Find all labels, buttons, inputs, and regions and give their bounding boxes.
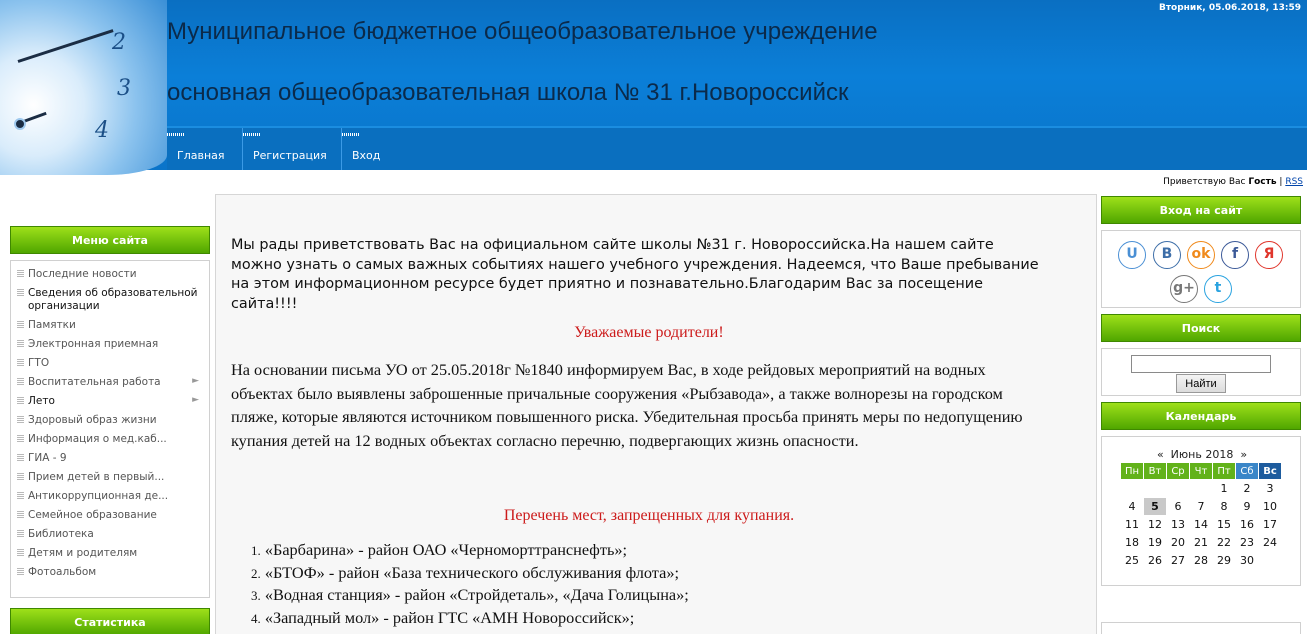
right-sidebar [1101,196,1301,586]
calendar-day[interactable]: 15 [1217,518,1231,531]
list-item [251,607,1071,630]
menu-item-label: ГИА - 9 [28,452,67,464]
menu-item-label: ГТО [28,357,50,369]
twitter-icon[interactable] [1204,275,1232,303]
menu-item-label: Детям и родителям [28,547,138,559]
menu-item-label: Электронная приемная [28,338,159,350]
calendar-day[interactable]: 18 [1125,536,1139,549]
calendar-day[interactable]: 5 [1144,498,1166,515]
calendar-day[interactable]: 20 [1171,536,1185,549]
list-item-text: «Барбарина» - район ОАО «Черноморттранснефть»; [264,540,628,559]
calendar-day[interactable]: 4 [1128,500,1136,513]
google-plus-icon[interactable] [1170,275,1198,303]
calendar-weekday: Пт [1213,463,1235,479]
current-datetime: Вторник, 05.06.2018, 13:59 [1158,3,1301,13]
clock-number: 3 [117,76,131,101]
calendar-day[interactable]: 12 [1148,518,1162,531]
right-sidebar-next-box [1101,622,1301,634]
calendar-day[interactable]: 23 [1240,536,1254,549]
login-box-title: Вход на сайт [1101,196,1301,224]
calendar-weekdays [1121,463,1281,479]
welcome-text: Мы рады приветствовать Вас на официальном сайте школы №31 г. Новороссийска.На нашем сайте можно узнать о самых важных событиях нашего учебного учреждения. Надеемся, что Ваше пребывание на этом информационном ресурсе будет приятно и познавательно.Благодарим Вас за посещение сайта!!!! [231,237,1039,312]
rss-link[interactable]: RSS [1285,177,1303,187]
calendar-day[interactable]: 24 [1263,536,1277,549]
parents-heading: Уважаемые родители! [574,324,724,341]
calendar-day [1121,480,1143,497]
calendar-day [1167,480,1189,497]
yandex-icon[interactable] [1255,241,1283,269]
menu-item-label: Семейное образование [28,509,157,521]
calendar-week [1121,498,1281,515]
menu-item-label: Библиотека [28,528,94,540]
menu-item-kids-parents[interactable] [11,544,209,563]
calendar-weekday: Сб [1236,463,1258,479]
search-button[interactable]: Найти [1176,374,1226,393]
menu-item-summer[interactable] [11,392,209,411]
menu-item-library[interactable] [11,525,209,544]
social-glyph: B [1161,246,1173,262]
left-sidebar [10,226,210,598]
nav-register-link[interactable]: Регистрация [242,128,337,170]
social-glyph: Я [1263,246,1275,262]
calendar-grid [1120,462,1282,570]
clock-hand [18,29,114,63]
list-item [251,584,1071,607]
calendar-day[interactable]: 17 [1263,518,1277,531]
vk-icon[interactable] [1153,241,1181,269]
menu-item-family-education[interactable] [11,506,209,525]
site-menu [10,260,210,598]
calendar-day[interactable]: 29 [1217,554,1231,567]
greeting-separator: | [1279,177,1283,187]
facebook-icon[interactable] [1221,241,1249,269]
menu-item-label: Антикоррупционная де... [28,490,169,502]
calendar-week [1121,516,1281,533]
calendar-day[interactable]: 28 [1194,554,1208,567]
calendar-day[interactable]: 30 [1240,554,1254,567]
calendar-day[interactable]: 8 [1220,500,1228,513]
list-item-number: 4. [251,610,261,626]
clock-center [14,118,26,130]
menu-item-label: Сведения об образовательной организации [28,287,198,312]
calendar-day[interactable]: 10 [1263,500,1277,513]
calendar-weekday: Вс [1259,463,1281,479]
calendar-weekday: Чт [1190,463,1212,479]
calendar-day [1190,480,1212,497]
menu-item-photo-album[interactable] [11,563,209,582]
calendar-weekday: Вт [1144,463,1166,479]
calendar-day[interactable]: 14 [1194,518,1208,531]
calendar-day[interactable]: 7 [1197,500,1205,513]
calendar-day[interactable]: 27 [1171,554,1185,567]
list-item-number: 2. [251,565,261,581]
calendar-day[interactable]: 25 [1125,554,1139,567]
greeting-bar [1163,177,1303,187]
clock-number: 4 [95,118,109,143]
site-title-line2: основная общеобразовательная школа № 31 г.Новороссийск [167,79,849,106]
menu-item-org-info[interactable] [11,284,209,316]
search-box [1101,348,1301,396]
submenu-arrow-icon: ► [192,376,199,386]
greeting-prefix: Приветствую Вас [1163,177,1246,187]
menu-item-label: Фотоальбом [28,566,97,578]
menu-item-label: Прием детей в первый... [28,471,165,483]
calendar-prev-link[interactable]: « [1156,448,1164,461]
menu-item-healthy-life[interactable] [11,411,209,430]
nav-login-link[interactable]: Вход [341,128,390,170]
site-menu-title: Меню сайта [10,226,210,254]
menu-item-education-work[interactable] [11,373,209,392]
calendar-day[interactable]: 21 [1194,536,1208,549]
menu-item-label: Памятки [28,319,76,331]
site-title-line1: Муниципальное бюджетное общеобразовательное учреждение [167,18,878,45]
calendar-day[interactable]: 3 [1266,482,1274,495]
social-glyph: ok [1191,246,1211,262]
calendar-day [1144,480,1166,497]
menu-item-anticorruption[interactable] [11,487,209,506]
search-box-title: Поиск [1101,314,1301,342]
menu-item-news[interactable] [11,265,209,284]
calendar-day[interactable]: 6 [1174,500,1182,513]
calendar-day[interactable]: 1 [1220,482,1228,495]
social-login-box [1101,230,1301,308]
menu-item-label: Здоровый образ жизни [28,414,157,426]
menu-item-gto[interactable] [11,354,209,373]
calendar-box [1101,436,1301,586]
nav-home-link[interactable]: Главная [167,128,235,170]
menu-item-label: Лето [28,395,55,407]
statistics-title: Статистика [10,608,210,634]
calendar-month-nav [1102,448,1302,461]
menu-item-medical[interactable] [11,430,209,449]
list-item-number: 1. [251,543,261,558]
menu-item-label: Информация о мед.каб... [28,433,167,445]
forbidden-places-heading: Перечень мест, запрещенных для купания. [503,507,795,524]
social-glyph: g+ [1173,280,1195,296]
calendar-day[interactable]: 11 [1125,518,1139,531]
menu-item-e-reception[interactable] [11,335,209,354]
social-glyph: f [1231,246,1239,262]
calendar-day[interactable]: 16 [1240,518,1254,531]
odnoklassniki-icon[interactable] [1187,241,1215,269]
calendar-week [1121,534,1281,551]
social-glyph: U [1126,246,1138,262]
top-menu-bar [167,126,1307,170]
calendar-day[interactable]: 19 [1148,536,1162,549]
header [0,0,1307,170]
social-glyph: t [1214,280,1222,296]
calendar-week [1121,480,1281,497]
list-item-text: «Западный мол» - район ГТС «АМН Новороссийск»; [264,607,635,627]
menu-item-gia[interactable] [11,449,209,468]
calendar-day [1259,552,1281,569]
search-input[interactable] [1131,355,1271,373]
ucoz-icon[interactable] [1118,241,1146,269]
calendar-day[interactable]: 26 [1148,554,1162,567]
menu-item-admission[interactable] [11,468,209,487]
calendar-title: Календарь [1101,402,1301,430]
list-item-text: «Водная станция» - район «Стройдеталь», «Дача Голицына»; [264,585,689,604]
list-item-number: 3. [251,588,261,603]
clock-logo-image [0,0,167,175]
calendar-day[interactable]: 9 [1243,500,1251,513]
calendar-day[interactable]: 2 [1243,482,1251,495]
calendar-weekday: Пн [1121,463,1143,479]
calendar-day[interactable]: 13 [1171,518,1185,531]
calendar-week [1121,552,1281,569]
menu-item-label: Воспитательная работа [28,376,161,388]
submenu-arrow-icon: ► [192,395,199,405]
calendar-day[interactable]: 22 [1217,536,1231,549]
calendar-month-label: Июнь 2018 [1170,448,1234,461]
list-item [251,539,1071,562]
forbidden-places-list [251,539,1071,629]
main-content [215,194,1097,634]
calendar-weekday: Ср [1167,463,1189,479]
clock-number: 2 [112,30,126,55]
calendar-days [1121,480,1281,569]
menu-item-label: Последние новости [28,268,137,280]
menu-item-memos[interactable] [11,316,209,335]
list-item-text: «БТОФ» - район «База технического обслуживания флота»; [264,562,679,582]
calendar-next-link[interactable]: » [1240,448,1248,461]
notice-text: На основании письма УО от 25.05.2018г №1840 информируем Вас, в ходе рейдовых мероприятий на водных объектах было выявлены заброшенные причальные сооружения «Рыбзавода», а также волнорезы на городском пляже, которые являются источником повышенного риска. Убедительная просьба принять меры по недопущению купания детей на 12 водных объектах согласно перечню, подвергающих жизнь опасности. [231,360,1023,450]
greeting-user: Гость [1248,177,1277,187]
list-item [251,562,1071,585]
